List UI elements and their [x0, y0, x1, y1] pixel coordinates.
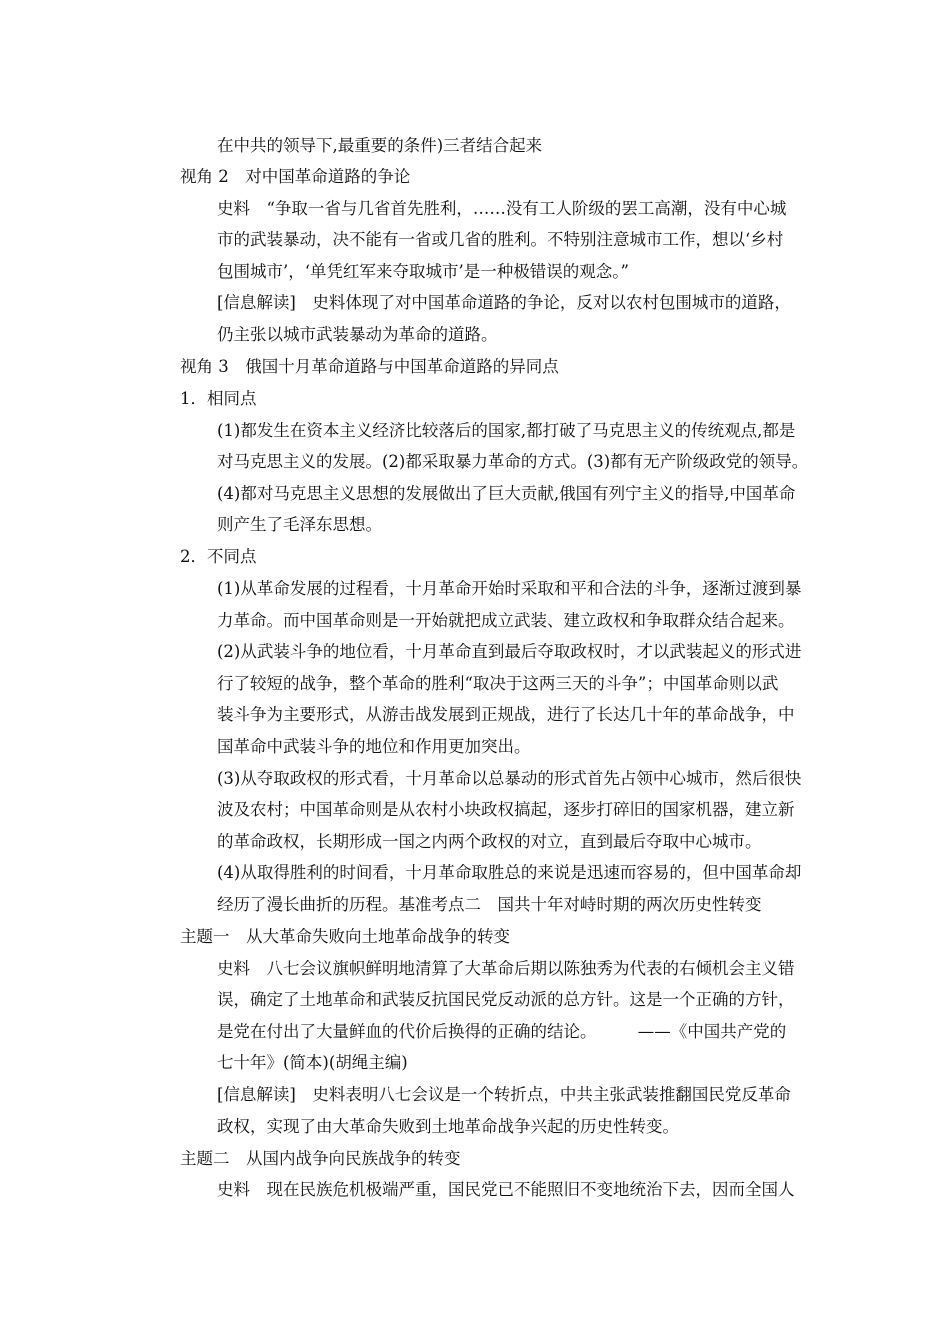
paragraph-line: (1)从革命发展的过程看，十月革命开始时采取和平和合法的斗争，逐渐过渡到暴 — [217, 579, 802, 598]
paragraph-line: 行了较短的战争，整个革命的胜利“取决于这两三天的斗争”；中国革命则以武 — [217, 674, 779, 693]
section-heading: 主题一 从大革命失败向土地革命战争的转变 — [180, 927, 510, 946]
paragraph-line: 力革命。而中国革命则是一开始就把成立武装、建立政权和争取群众结合起来。 — [217, 611, 795, 630]
paragraph-line: 装斗争为主要形式，从游击战发展到正规战，进行了长达几十年的革命战争，中 — [217, 705, 795, 724]
paragraph-line: (3)从夺取政权的形式看，十月革命以总暴动的形式首先占领中心城市，然后很快 — [217, 769, 802, 788]
paragraph-line: 史料 “争取一省与几省首先胜利，……没有工人阶级的罢工高潮，没有中心城 — [217, 199, 787, 218]
paragraph-line: 史料 现在民族危机极端严重，国民党已不能照旧不变地统治下去，因而全国人 — [217, 1180, 795, 1199]
paragraph-line: 波及农村；中国革命则是从农村小块政权搞起，逐步打碎旧的国家机器，建立新 — [217, 800, 795, 819]
paragraph-line: [信息解读] 史料表明八七会议是一个转折点，中共主张武装推翻国民党反革命 — [217, 1085, 791, 1104]
paragraph-line: 七十年》(简本)(胡绳主编) — [217, 1053, 408, 1072]
paragraph-line: [信息解读] 史料体现了对中国革命道路的争论，反对以农村包围城市的道路， — [217, 293, 791, 312]
paragraph-line: 仍主张以城市武装暴动为革命的道路。 — [217, 325, 498, 344]
paragraph-line: 的革命政权，长期形成一国之内两个政权的对立，直到最后夺取中心城市。 — [217, 832, 762, 851]
paragraph-line: 是党在付出了大量鲜血的代价后换得的正确的结论。 ——《中国共产党的 — [217, 1022, 787, 1041]
paragraph-line: 包围城市’，‘单凭红军来夺取城市’是一种极错误的观念。” — [217, 262, 629, 281]
paragraph-line: (4)从取得胜利的时间看，十月革命取胜总的来说是迅速而容易的，但中国革命却 — [217, 863, 802, 882]
section-heading: 视角 3 俄国十月革命道路与中国革命道路的异同点 — [180, 357, 559, 376]
paragraph-line: 市的武装暴动，决不能有一省或几省的胜利。不特别注意城市工作，想以‘乡村 — [217, 230, 784, 249]
list-heading: 1．相同点 — [180, 389, 257, 408]
section-heading: 视角 2 对中国革命道路的争论 — [180, 167, 411, 186]
paragraph-line: 政权，实现了由大革命失败到土地革命战争兴起的历史性转变。 — [217, 1117, 679, 1136]
paragraph-line: (4)都对马克思主义思想的发展做出了巨大贡献,俄国有列宁主义的指导,中国革命 — [217, 484, 796, 503]
paragraph-line: (2)从武装斗争的地位看，十月革命直到最后夺取政权时，才以武装起义的形式进 — [217, 642, 802, 661]
list-heading: 2．不同点 — [180, 547, 257, 566]
paragraph-line: 则产生了毛泽东思想。 — [217, 515, 382, 534]
paragraph-line: (1)都发生在资本主义经济比较落后的国家,都打破了马克思主义的传统观点,都是 — [217, 421, 796, 440]
section-heading: 主题二 从国内战争向民族战争的转变 — [180, 1149, 461, 1168]
paragraph-line: 史料 八七会议旗帜鲜明地清算了大革命后期以陈独秀为代表的右倾机会主义错 — [217, 959, 795, 978]
paragraph-line: 对马克思主义的发展。(2)都采取暴力革命的方式。(3)都有无产阶级政党的领导。 — [217, 452, 809, 471]
paragraph-line: 误，确定了土地革命和武装反抗国民党反动派的总方针。这是一个正确的方针， — [217, 990, 795, 1009]
paragraph-line: 国革命中武装斗争的地位和作用更加突出。 — [217, 737, 531, 756]
paragraph-line: 经历了漫长曲折的历程。基准考点二 国共十年对峙时期的两次历史性转变 — [217, 895, 762, 914]
paragraph-line: 在中共的领导下,最重要的条件)三者结合起来 — [217, 136, 543, 155]
